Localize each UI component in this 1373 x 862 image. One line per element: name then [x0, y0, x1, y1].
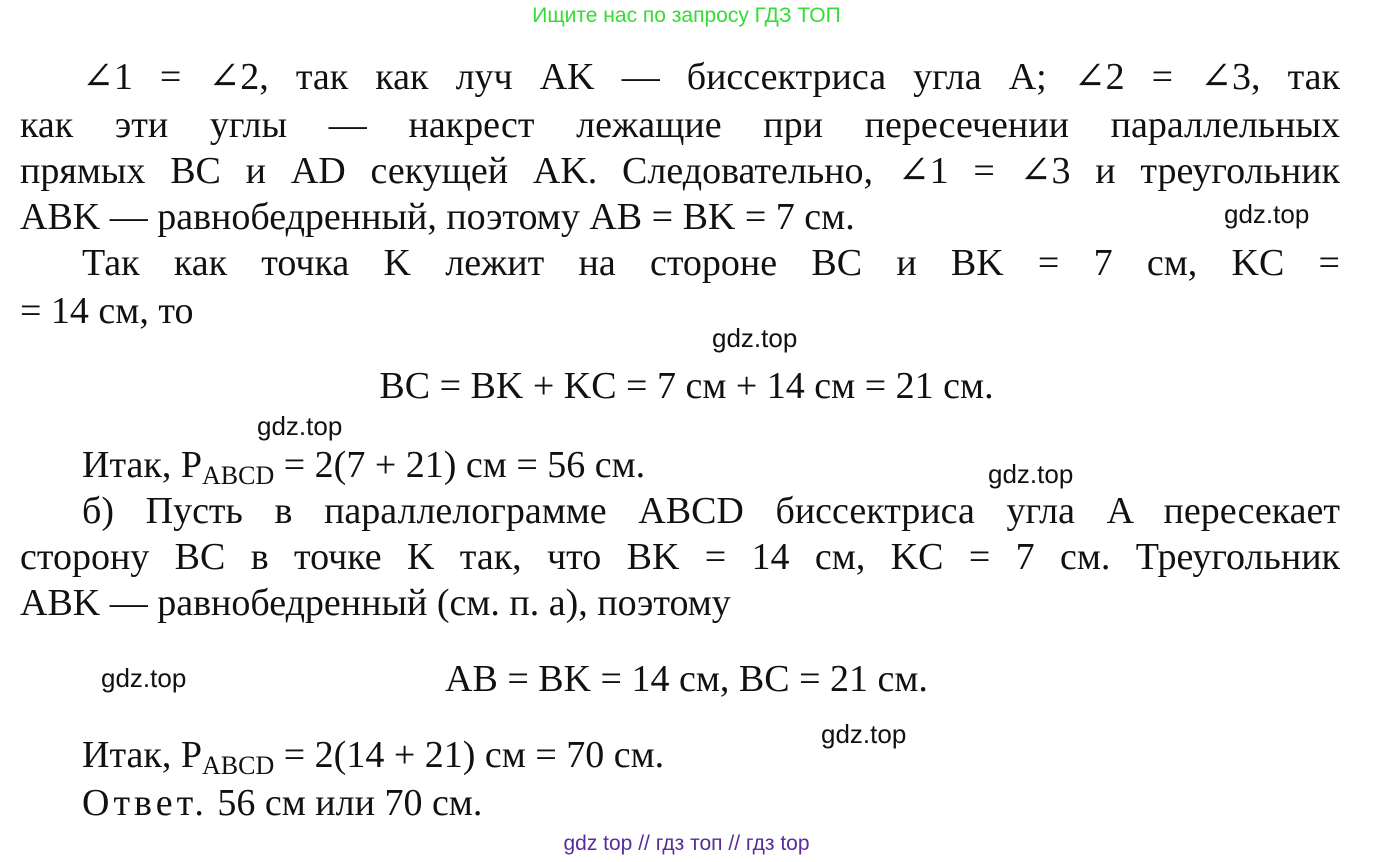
watermark-3: gdz.top: [257, 411, 343, 441]
formula-bc: BC = BK + KC = 7 см + 14 см = 21 см.: [379, 365, 994, 407]
text-line-9: ABK — равнобедренный (см. п. а), поэтому: [20, 582, 731, 624]
watermark-5: gdz.top: [101, 663, 187, 693]
perimeter-1-prefix: Итак, P: [82, 444, 202, 486]
text-line-perimeter-1: [20, 444, 1340, 490]
text-line-3: прямых BC и AD секущей AK. Следовательно, ∠1 = ∠3 и треугольник: [20, 150, 1340, 192]
text-line-1: ∠1 = ∠2, так как луч AK — биссектриса угла A; ∠2 = ∠3, так: [82, 56, 1340, 98]
perimeter-1-subscript: ABCD: [201, 461, 275, 490]
text-line-7: б) Пусть в параллелограмме ABCD биссектриса угла A пересекает: [82, 490, 1340, 532]
perimeter-1-value: = 2(7 + 21) см = 56 см.: [274, 444, 646, 486]
perimeter-2-prefix: Итак, P: [82, 734, 202, 776]
answer-value: 56 см или 70 см.: [207, 782, 483, 824]
text-line-6: = 14 см, то: [20, 290, 194, 332]
watermark-4: gdz.top: [988, 459, 1074, 489]
watermark-2: gdz.top: [712, 323, 798, 353]
watermark-1: gdz.top: [1224, 199, 1310, 229]
answer-label: Ответ.: [82, 782, 208, 824]
watermark-6: gdz.top: [821, 719, 907, 749]
perimeter-2-value: = 2(14 + 21) см = 70 см.: [274, 734, 665, 776]
top-banner: Ищите нас по запросу ГДЗ ТОП: [532, 4, 841, 27]
text-line-2: как эти углы — накрест лежащие при пересечении параллельных: [20, 104, 1340, 146]
text-line-8: сторону BC в точке K так, что BK = 14 см, KC = 7 см. Треугольник: [20, 536, 1340, 578]
answer-line: [20, 784, 1340, 822]
bottom-links: gdz top // гдз топ // гдз top: [563, 832, 810, 855]
text-line-4: ABK — равнобедренный, поэтому AB = BK = 7 см.: [20, 196, 855, 238]
text-line-5: Так как точка K лежит на стороне BC и BK = 7 см, KC =: [82, 242, 1340, 284]
perimeter-2-subscript: ABCD: [201, 751, 275, 780]
formula-ab: AB = BK = 14 см, BC = 21 см.: [445, 658, 928, 700]
